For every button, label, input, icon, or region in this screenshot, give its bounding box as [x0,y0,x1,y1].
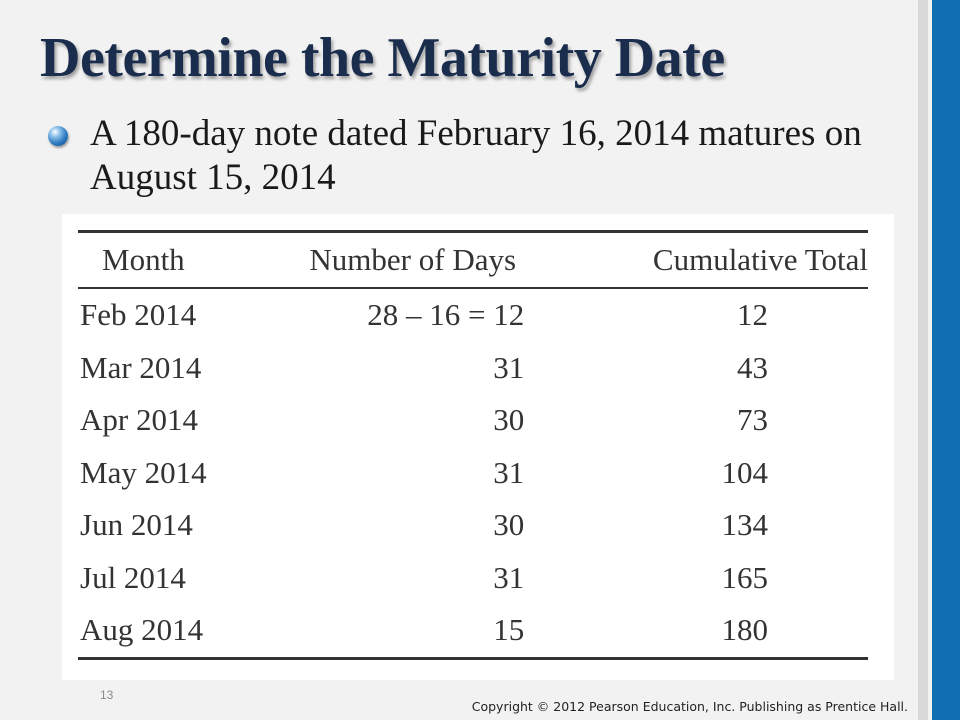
cell-days: 28 – 16 = 12 [367,297,525,333]
bullet-text: A 180-day note dated February 16, 2014 matures on August 15, 2014 [90,113,862,198]
table-row [78,342,868,395]
side-accent-stripe-light [918,0,928,720]
cell-days: 31 [493,559,525,595]
cell-cumulative: 180 [721,612,768,648]
header-month: Month [102,242,185,277]
cell-month: Jul 2014 [80,559,186,595]
table-row [78,604,868,658]
cell-cumulative: 104 [721,454,768,490]
slide-title: Determine the Maturity Date [40,27,725,89]
cell-month: Feb 2014 [80,297,197,333]
cell-month: Jun 2014 [80,507,193,543]
header-cumulative-total: Cumulative Total [652,242,868,277]
cell-cumulative: 165 [721,559,768,595]
cell-days: 30 [493,402,525,438]
cell-cumulative: 12 [737,297,768,333]
cell-days: 30 [493,507,525,543]
cell-month: May 2014 [80,454,207,490]
slide-number: 13 [100,688,114,702]
cell-days: 31 [493,349,525,385]
table-row [78,552,868,605]
table-row [78,499,868,552]
cell-month: Mar 2014 [80,349,202,385]
cell-cumulative: 73 [737,402,768,438]
maturity-table [78,230,868,660]
cell-month: Aug 2014 [80,612,204,648]
table-row [78,447,868,500]
side-accent-stripe [932,0,960,720]
cell-cumulative: 134 [721,507,768,543]
table-row [78,394,868,447]
header-number-of-days: Number of Days [309,242,517,277]
table-row [78,288,868,342]
copyright-footer: Copyright © 2012 Pearson Education, Inc. Publishing as Prentice Hall. [471,699,908,714]
cell-month: Apr 2014 [80,402,198,438]
bullet-sphere-icon [48,126,68,146]
cell-days: 15 [493,612,525,648]
cell-cumulative: 43 [737,349,768,385]
table-header-row [78,232,868,289]
maturity-table-panel [62,214,894,680]
cell-days: 31 [493,454,525,490]
